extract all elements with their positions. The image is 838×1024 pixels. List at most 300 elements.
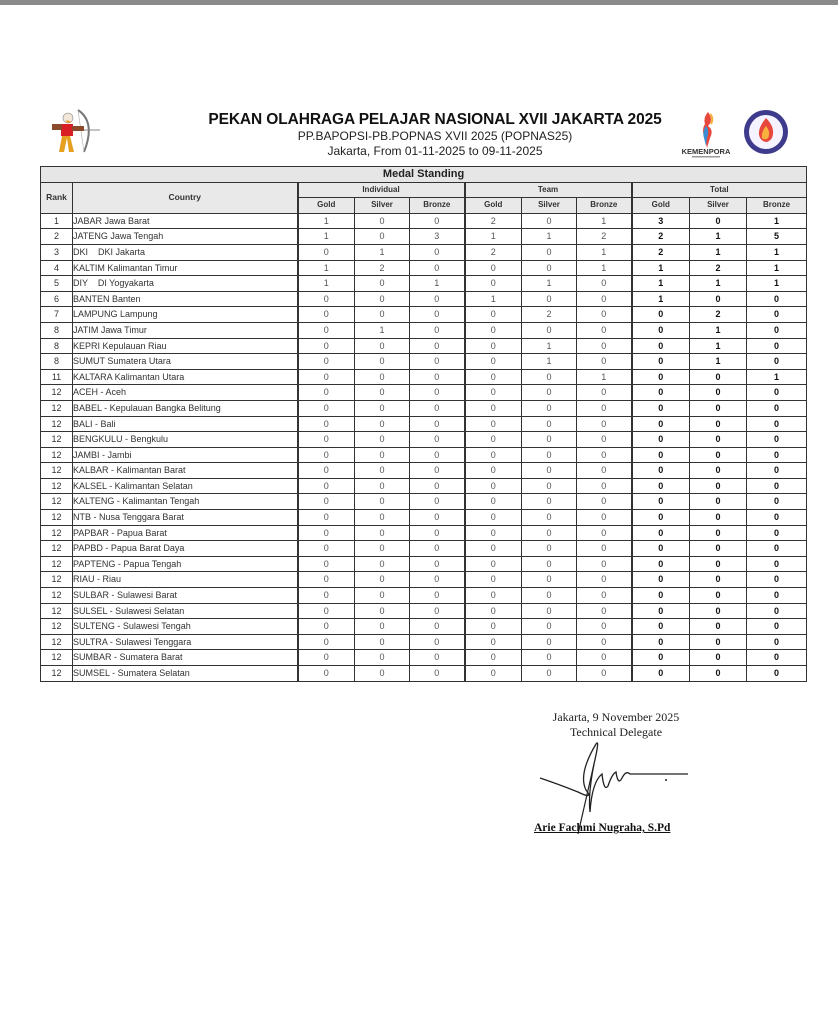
- rank-cell: 8: [41, 322, 73, 338]
- country-cell: KALTIM Kalimantan Timur: [73, 260, 298, 276]
- team-bronze-cell: 0: [577, 338, 632, 354]
- total-silver-cell: 1: [690, 276, 747, 292]
- rank-cell: 1: [41, 213, 73, 229]
- team-silver-header: Silver: [522, 198, 577, 214]
- sponsor-logos: [681, 108, 792, 160]
- country-cell: PAPBD - Papua Barat Daya: [73, 541, 298, 557]
- country-cell: PAPBAR - Papua Barat: [73, 525, 298, 541]
- total-bronze-cell: 0: [747, 494, 807, 510]
- table-row: [41, 650, 807, 666]
- total-bronze-cell: 0: [747, 338, 807, 354]
- team-gold-cell: 0: [465, 447, 522, 463]
- team-silver-cell: 0: [522, 447, 577, 463]
- individual-bronze-cell: 0: [410, 634, 465, 650]
- individual-gold-cell: 0: [298, 463, 355, 479]
- individual-silver-cell: 0: [355, 463, 410, 479]
- table-row: [41, 244, 807, 260]
- table-row: [41, 572, 807, 588]
- total-silver-cell: 0: [690, 634, 747, 650]
- team-silver-cell: 0: [522, 541, 577, 557]
- total-silver-cell: 0: [690, 494, 747, 510]
- individual-silver-cell: 0: [355, 385, 410, 401]
- individual-bronze-cell: 0: [410, 338, 465, 354]
- total-silver-cell: 0: [690, 666, 747, 682]
- total-gold-cell: 0: [632, 541, 690, 557]
- table-row: [41, 369, 807, 385]
- team-silver-cell: 1: [522, 354, 577, 370]
- kemenpora-torch-logo: [682, 112, 731, 158]
- team-gold-cell: 1: [465, 229, 522, 245]
- country-cell: BANTEN Banten: [73, 291, 298, 307]
- total-gold-cell: 0: [632, 525, 690, 541]
- individual-bronze-cell: 0: [410, 494, 465, 510]
- individual-silver-cell: 0: [355, 666, 410, 682]
- total-gold-cell: 2: [632, 244, 690, 260]
- total-silver-cell: 0: [690, 541, 747, 557]
- total-bronze-cell: 1: [747, 260, 807, 276]
- total-bronze-header: Bronze: [747, 198, 807, 214]
- total-bronze-cell: 0: [747, 666, 807, 682]
- team-silver-cell: 0: [522, 416, 577, 432]
- individual-bronze-cell: 0: [410, 260, 465, 276]
- individual-gold-cell: 0: [298, 416, 355, 432]
- table-row: [41, 556, 807, 572]
- total-silver-cell: 0: [690, 463, 747, 479]
- total-gold-cell: 0: [632, 603, 690, 619]
- total-bronze-cell: 1: [747, 213, 807, 229]
- country-cell: PAPTENG - Papua Tengah: [73, 556, 298, 572]
- rank-cell: 11: [41, 369, 73, 385]
- team-silver-cell: 0: [522, 525, 577, 541]
- total-bronze-cell: 0: [747, 463, 807, 479]
- team-gold-cell: 0: [465, 510, 522, 526]
- table-row: [41, 588, 807, 604]
- individual-gold-cell: 0: [298, 619, 355, 635]
- total-bronze-cell: 0: [747, 572, 807, 588]
- individual-silver-cell: 0: [355, 588, 410, 604]
- individual-gold-cell: 0: [298, 447, 355, 463]
- team-bronze-cell: 0: [577, 322, 632, 338]
- country-cell: SULTRA - Sulawesi Tenggara: [73, 634, 298, 650]
- total-silver-cell: 0: [690, 385, 747, 401]
- total-bronze-cell: 0: [747, 619, 807, 635]
- country-column-header: Country: [73, 182, 298, 213]
- individual-gold-cell: 0: [298, 354, 355, 370]
- individual-bronze-cell: 0: [410, 556, 465, 572]
- individual-gold-cell: 0: [298, 478, 355, 494]
- total-silver-cell: 0: [690, 619, 747, 635]
- individual-bronze-cell: 3: [410, 229, 465, 245]
- individual-silver-cell: 0: [355, 338, 410, 354]
- team-silver-cell: 0: [522, 603, 577, 619]
- rank-cell: 12: [41, 478, 73, 494]
- table-row: [41, 400, 807, 416]
- individual-gold-cell: 0: [298, 338, 355, 354]
- total-bronze-cell: 0: [747, 432, 807, 448]
- individual-bronze-header: Bronze: [410, 198, 465, 214]
- table-row: [41, 322, 807, 338]
- team-gold-cell: 0: [465, 634, 522, 650]
- team-gold-cell: 0: [465, 385, 522, 401]
- table-row: [41, 634, 807, 650]
- rank-cell: 12: [41, 400, 73, 416]
- total-bronze-cell: 0: [747, 385, 807, 401]
- individual-bronze-cell: 1: [410, 276, 465, 292]
- team-bronze-cell: 0: [577, 354, 632, 370]
- total-silver-cell: 0: [690, 369, 747, 385]
- total-bronze-cell: 0: [747, 634, 807, 650]
- country-cell: SULSEL - Sulawesi Selatan: [73, 603, 298, 619]
- individual-gold-cell: 1: [298, 276, 355, 292]
- individual-bronze-cell: 0: [410, 525, 465, 541]
- team-silver-cell: 0: [522, 213, 577, 229]
- rank-cell: 7: [41, 307, 73, 323]
- team-silver-cell: 1: [522, 276, 577, 292]
- total-gold-cell: 0: [632, 416, 690, 432]
- total-silver-cell: 0: [690, 572, 747, 588]
- team-bronze-cell: 0: [577, 307, 632, 323]
- total-silver-cell: 2: [690, 307, 747, 323]
- individual-silver-cell: 0: [355, 229, 410, 245]
- total-silver-cell: 0: [690, 510, 747, 526]
- team-gold-cell: 0: [465, 416, 522, 432]
- team-bronze-cell: 0: [577, 400, 632, 416]
- signature-place-date: Jakarta, 9 November 2025: [552, 710, 680, 724]
- team-gold-cell: 0: [465, 463, 522, 479]
- individual-bronze-cell: 0: [410, 416, 465, 432]
- total-silver-cell: 0: [690, 603, 747, 619]
- team-bronze-cell: 0: [577, 588, 632, 604]
- team-bronze-cell: 0: [577, 556, 632, 572]
- total-gold-cell: 0: [632, 619, 690, 635]
- total-silver-cell: 0: [690, 447, 747, 463]
- country-cell: DIY DI Yogyakarta: [73, 276, 298, 292]
- team-gold-header: Gold: [465, 198, 522, 214]
- individual-bronze-cell: 0: [410, 603, 465, 619]
- team-bronze-cell: 0: [577, 541, 632, 557]
- individual-silver-cell: 0: [355, 354, 410, 370]
- total-bronze-cell: 0: [747, 416, 807, 432]
- team-bronze-cell: 0: [577, 650, 632, 666]
- total-gold-cell: 0: [632, 322, 690, 338]
- total-gold-cell: 0: [632, 494, 690, 510]
- total-silver-cell: 0: [690, 291, 747, 307]
- team-gold-cell: 2: [465, 213, 522, 229]
- individual-silver-cell: 0: [355, 291, 410, 307]
- total-gold-cell: 0: [632, 666, 690, 682]
- individual-silver-cell: 0: [355, 432, 410, 448]
- team-gold-cell: 0: [465, 572, 522, 588]
- individual-gold-cell: 0: [298, 244, 355, 260]
- table-row: [41, 494, 807, 510]
- team-bronze-cell: 0: [577, 619, 632, 635]
- individual-silver-header: Silver: [355, 198, 410, 214]
- rank-cell: 12: [41, 432, 73, 448]
- total-bronze-cell: 0: [747, 510, 807, 526]
- total-bronze-cell: 0: [747, 541, 807, 557]
- total-bronze-cell: 1: [747, 244, 807, 260]
- rank-cell: 12: [41, 603, 73, 619]
- country-cell: JAMBI - Jambi: [73, 447, 298, 463]
- individual-gold-cell: 0: [298, 525, 355, 541]
- total-bronze-cell: 0: [747, 650, 807, 666]
- signature-role: Technical Delegate: [569, 725, 663, 739]
- team-silver-cell: 0: [522, 322, 577, 338]
- group-header-total: Total: [632, 182, 807, 198]
- signature-block: [520, 710, 720, 834]
- medal-table-body: [41, 213, 807, 681]
- country-cell: ACEH - Aceh: [73, 385, 298, 401]
- individual-gold-cell: 0: [298, 291, 355, 307]
- total-bronze-cell: 0: [747, 400, 807, 416]
- individual-silver-cell: 0: [355, 494, 410, 510]
- individual-silver-cell: 0: [355, 213, 410, 229]
- rank-cell: 12: [41, 588, 73, 604]
- svg-text:KEMENPORA: KEMENPORA: [681, 147, 731, 156]
- total-bronze-cell: 0: [747, 322, 807, 338]
- team-gold-cell: 1: [465, 291, 522, 307]
- page-top-bar: [0, 0, 838, 5]
- individual-bronze-cell: 0: [410, 447, 465, 463]
- team-gold-cell: 0: [465, 354, 522, 370]
- team-bronze-cell: 0: [577, 276, 632, 292]
- total-silver-header: Silver: [690, 198, 747, 214]
- table-row: [41, 385, 807, 401]
- rank-cell: 12: [41, 385, 73, 401]
- rank-column-header: Rank: [41, 182, 73, 213]
- total-bronze-cell: 1: [747, 369, 807, 385]
- individual-silver-cell: 0: [355, 619, 410, 635]
- individual-silver-cell: 0: [355, 369, 410, 385]
- table-row: [41, 463, 807, 479]
- individual-gold-cell: 0: [298, 572, 355, 588]
- country-cell: JABAR Jawa Barat: [73, 213, 298, 229]
- team-gold-cell: 0: [465, 541, 522, 557]
- rank-cell: 12: [41, 634, 73, 650]
- rank-cell: 6: [41, 291, 73, 307]
- medal-standing-table: [40, 166, 807, 682]
- total-gold-cell: 0: [632, 478, 690, 494]
- team-gold-cell: 0: [465, 276, 522, 292]
- individual-silver-cell: 0: [355, 556, 410, 572]
- rank-cell: 12: [41, 572, 73, 588]
- table-caption: Medal Standing: [41, 167, 807, 183]
- team-bronze-cell: 1: [577, 244, 632, 260]
- individual-silver-cell: 0: [355, 572, 410, 588]
- team-gold-cell: 0: [465, 400, 522, 416]
- archer-mascot-icon: [44, 106, 100, 160]
- individual-silver-cell: 0: [355, 603, 410, 619]
- team-silver-cell: 0: [522, 291, 577, 307]
- team-bronze-cell: 0: [577, 416, 632, 432]
- team-bronze-cell: 0: [577, 494, 632, 510]
- individual-silver-cell: 0: [355, 416, 410, 432]
- rank-cell: 12: [41, 463, 73, 479]
- individual-bronze-cell: 0: [410, 291, 465, 307]
- group-header-individual: Individual: [298, 182, 465, 198]
- individual-gold-cell: 0: [298, 666, 355, 682]
- team-gold-cell: 0: [465, 307, 522, 323]
- table-row: [41, 525, 807, 541]
- total-gold-cell: 0: [632, 338, 690, 354]
- total-gold-cell: 0: [632, 634, 690, 650]
- individual-gold-cell: 0: [298, 369, 355, 385]
- team-silver-cell: 0: [522, 666, 577, 682]
- table-row: [41, 432, 807, 448]
- team-gold-cell: 0: [465, 494, 522, 510]
- total-gold-cell: 0: [632, 447, 690, 463]
- individual-bronze-cell: 0: [410, 650, 465, 666]
- rank-cell: 12: [41, 510, 73, 526]
- individual-bronze-cell: 0: [410, 588, 465, 604]
- team-silver-cell: 0: [522, 432, 577, 448]
- team-silver-cell: 0: [522, 510, 577, 526]
- total-gold-cell: 0: [632, 432, 690, 448]
- document-header: [150, 110, 690, 159]
- table-row: [41, 276, 807, 292]
- total-gold-cell: 0: [632, 556, 690, 572]
- individual-bronze-cell: 0: [410, 369, 465, 385]
- team-gold-cell: 0: [465, 650, 522, 666]
- individual-bronze-cell: 0: [410, 307, 465, 323]
- team-bronze-cell: 2: [577, 229, 632, 245]
- individual-bronze-cell: 0: [410, 510, 465, 526]
- individual-silver-cell: 0: [355, 276, 410, 292]
- individual-bronze-cell: 0: [410, 400, 465, 416]
- table-row: [41, 354, 807, 370]
- rank-cell: 12: [41, 494, 73, 510]
- rank-cell: 8: [41, 338, 73, 354]
- individual-silver-cell: 0: [355, 650, 410, 666]
- country-cell: SUMBAR - Sumatera Barat: [73, 650, 298, 666]
- country-cell: BALI - Bali: [73, 416, 298, 432]
- country-cell: SULBAR - Sulawesi Barat: [73, 588, 298, 604]
- individual-bronze-cell: 0: [410, 322, 465, 338]
- team-bronze-cell: 0: [577, 463, 632, 479]
- individual-silver-cell: 0: [355, 447, 410, 463]
- rank-cell: 12: [41, 666, 73, 682]
- total-silver-cell: 0: [690, 478, 747, 494]
- rank-cell: 12: [41, 525, 73, 541]
- country-cell: RIAU - Riau: [73, 572, 298, 588]
- handwritten-signature: [538, 734, 708, 834]
- total-gold-cell: 1: [632, 291, 690, 307]
- table-row: [41, 603, 807, 619]
- individual-bronze-cell: 0: [410, 463, 465, 479]
- individual-gold-cell: 0: [298, 634, 355, 650]
- table-row: [41, 229, 807, 245]
- country-cell: KALTARA Kalimantan Utara: [73, 369, 298, 385]
- team-bronze-cell: 0: [577, 603, 632, 619]
- individual-gold-header: Gold: [298, 198, 355, 214]
- total-bronze-cell: 0: [747, 291, 807, 307]
- rank-cell: 8: [41, 354, 73, 370]
- table-row: [41, 478, 807, 494]
- signatory-name: Arie Fachmi Nugraha, S.Pd: [534, 822, 671, 834]
- total-gold-cell: 1: [632, 260, 690, 276]
- total-silver-cell: 0: [690, 213, 747, 229]
- country-cell: SUMUT Sumatera Utara: [73, 354, 298, 370]
- rank-cell: 12: [41, 650, 73, 666]
- country-cell: KALSEL - Kalimantan Selatan: [73, 478, 298, 494]
- country-cell: DKI DKI Jakarta: [73, 244, 298, 260]
- total-silver-cell: 1: [690, 322, 747, 338]
- total-gold-cell: 0: [632, 588, 690, 604]
- individual-silver-cell: 1: [355, 322, 410, 338]
- table-row: [41, 291, 807, 307]
- total-silver-cell: 0: [690, 650, 747, 666]
- team-gold-cell: 0: [465, 369, 522, 385]
- event-dates: Jakarta, From 01-11-2025 to 09-11-2025: [327, 144, 543, 158]
- individual-gold-cell: 1: [298, 213, 355, 229]
- team-silver-cell: 0: [522, 478, 577, 494]
- table-row: [41, 307, 807, 323]
- table-row: [41, 447, 807, 463]
- individual-gold-cell: 1: [298, 260, 355, 276]
- total-gold-cell: 0: [632, 510, 690, 526]
- team-gold-cell: 0: [465, 478, 522, 494]
- total-gold-cell: 0: [632, 572, 690, 588]
- total-bronze-cell: 0: [747, 588, 807, 604]
- team-bronze-cell: 0: [577, 291, 632, 307]
- individual-bronze-cell: 0: [410, 478, 465, 494]
- individual-gold-cell: 0: [298, 385, 355, 401]
- total-gold-cell: 1: [632, 276, 690, 292]
- total-bronze-cell: 0: [747, 525, 807, 541]
- individual-gold-cell: 0: [298, 432, 355, 448]
- total-gold-cell: 0: [632, 354, 690, 370]
- total-gold-cell: 0: [632, 369, 690, 385]
- team-gold-cell: 0: [465, 556, 522, 572]
- total-bronze-cell: 0: [747, 354, 807, 370]
- popnas-flame-emblem: [744, 110, 788, 154]
- team-gold-cell: 0: [465, 603, 522, 619]
- team-silver-cell: 0: [522, 463, 577, 479]
- rank-cell: 5: [41, 276, 73, 292]
- team-gold-cell: 0: [465, 338, 522, 354]
- individual-gold-cell: 0: [298, 603, 355, 619]
- event-organizer: PP.BAPOPSI-PB.POPNAS XVII 2025 (POPNAS25): [297, 129, 573, 143]
- total-bronze-cell: 0: [747, 307, 807, 323]
- team-silver-cell: 1: [522, 229, 577, 245]
- country-cell: KALTENG - Kalimantan Tengah: [73, 494, 298, 510]
- team-silver-cell: 0: [522, 369, 577, 385]
- team-bronze-cell: 1: [577, 260, 632, 276]
- total-silver-cell: 1: [690, 354, 747, 370]
- team-bronze-cell: 1: [577, 369, 632, 385]
- team-bronze-header: Bronze: [577, 198, 632, 214]
- team-silver-cell: 0: [522, 494, 577, 510]
- team-bronze-cell: 0: [577, 447, 632, 463]
- rank-cell: 3: [41, 244, 73, 260]
- team-silver-cell: 1: [522, 338, 577, 354]
- rank-cell: 4: [41, 260, 73, 276]
- individual-gold-cell: 0: [298, 307, 355, 323]
- individual-gold-cell: 0: [298, 588, 355, 604]
- group-header-team: Team: [465, 182, 632, 198]
- individual-bronze-cell: 0: [410, 619, 465, 635]
- rank-cell: 12: [41, 619, 73, 635]
- table-row: [41, 260, 807, 276]
- table-row: [41, 510, 807, 526]
- individual-gold-cell: 0: [298, 541, 355, 557]
- country-cell: LAMPUNG Lampung: [73, 307, 298, 323]
- total-silver-cell: 2: [690, 260, 747, 276]
- country-cell: JATENG Jawa Tengah: [73, 229, 298, 245]
- individual-silver-cell: 0: [355, 478, 410, 494]
- total-silver-cell: 0: [690, 400, 747, 416]
- team-silver-cell: 0: [522, 244, 577, 260]
